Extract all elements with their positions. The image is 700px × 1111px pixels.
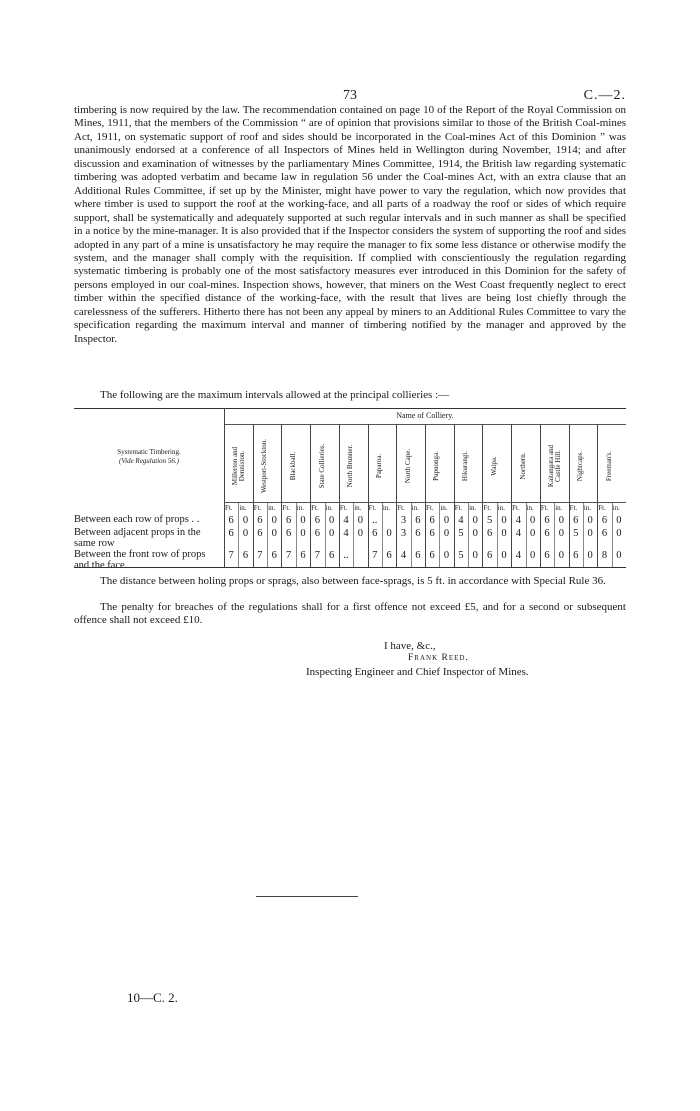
table-cell-feet: 6 <box>601 528 608 539</box>
table-cell-feet: 6 <box>314 528 320 539</box>
table-cell-feet: 6 <box>601 515 608 526</box>
table-cell-inches: 0 <box>501 550 507 561</box>
table-cell-inches: 6 <box>415 515 421 526</box>
footer-sheet-mark: 10—C. 2. <box>127 990 178 1005</box>
table-cell-inches: 0 <box>357 515 364 526</box>
paragraph-intervals-intro: The following are the maximum intervals allowed at the principal collieries :— <box>100 389 450 401</box>
unit-inches: in. <box>469 504 477 512</box>
table-cell-feet: 6 <box>285 528 292 539</box>
table-cell-inches: 6 <box>271 550 277 561</box>
table-cell-inches: 0 <box>472 528 478 539</box>
table-cell-feet: 6 <box>228 515 234 526</box>
table-cell-inches: 0 <box>300 528 306 539</box>
unit-feet: Ft. <box>512 504 520 512</box>
column-header: Pupuonga. <box>432 451 441 481</box>
column-header: State Collieries. <box>317 443 326 489</box>
table-cell-feet: 6 <box>544 528 550 539</box>
column-divider <box>368 424 369 567</box>
table-stub-heading <box>74 448 224 466</box>
stub-title: Systematic Timbering. <box>117 448 181 456</box>
separator-rule <box>256 896 358 897</box>
table-cell-inches: 0 <box>386 528 392 539</box>
column-header: Hikurangi. <box>461 450 470 482</box>
table-cell-inches: 0 <box>443 528 450 539</box>
column-header: North Cape. <box>403 448 412 484</box>
unit-feet: Ft. <box>540 504 549 512</box>
table-cell-inches: 0 <box>329 515 335 526</box>
table-cell-feet: 5 <box>573 528 579 539</box>
unit-inches: in. <box>497 504 505 512</box>
table-cell-inches: 0 <box>530 515 536 526</box>
unit-feet: Ft. <box>397 504 405 512</box>
table-bottom-rule <box>74 567 626 568</box>
unit-inches: in. <box>382 504 391 512</box>
table-cell-inches: 6 <box>242 550 249 561</box>
table-cell-inches: 0 <box>587 515 593 526</box>
column-divider <box>482 424 483 567</box>
table-cell-feet: 4 <box>515 550 521 561</box>
column-divider <box>511 424 512 567</box>
unit-inches: in. <box>526 504 534 512</box>
table-cell-inches: 0 <box>501 528 507 539</box>
column-header: Freeman's. <box>604 450 613 482</box>
table-cell-inches: 0 <box>300 515 306 526</box>
document-reference: C.—2. <box>583 88 626 103</box>
column-header: Westport-Stockton. <box>260 438 269 494</box>
table-cell-feet: 6 <box>429 550 435 561</box>
paragraph-timbering-law: timbering is now required by the law. The recommendation contained on page 10 of the Report of the Royal Commission on Mines, 1911, that the members of the Commission “ are of opinion that provisions similar to those of the British Coal-mines Act, 1911, on systematic support of roof and sides should be incorporated in the Coal-mines Act of this Dominion ” was unanimously endorsed at a conference of all Inspectors of Mines held in Wellington during November, 1914; and after discussion and examination of witnesses by the parliamentary Mines Committee, 1914, the British law regarding systematic timbering was adopted verbatim and became law in regulation 56 under the Coal-mines Act, with an extra clause that an Additional Rules Committee, if set up by the Minister, might have power to vary the regulation, which now provides that where timber is used to support the roof at the working-face, and all parts of a roadway the roof or sides of which require support, shall be systematically and adequately supported at such regular intervals and in such manner as shall be specified in a notice by the mine-manager. It is also provided that if the Inspector considers the system of supporting the roof and sides adopted in any part of a mine is unsatisfactory he may require the manager to fix some less distance or otherwise modify the system, and the manager shall comply with the requisition. If complied with conscientiously the regulation regarding systematic timbering is probably one of the most satisfactory measures ever introduced in this Dominion for the safety of persons employed in our coal-mines. Inspection shows, however, that miners on the West Coast frequently neglect to erect timber within the specified distance of the working-face, with the result that lives are being lost chiefly through the carelessness of the sufferers. Hitherto there has not been any appeal by miners to an Additional Rules Committee to vary the specification regarding the maximum interval and manner of timbering notified by the manager and approved by the Inspector. <box>74 104 626 345</box>
unit-inches: in. <box>296 504 304 512</box>
table-cell-feet: 7 <box>257 550 263 561</box>
table-row-label: Between the front row of props and the face <box>74 549 206 571</box>
table-cell-feet: 6 <box>573 550 579 561</box>
table-cell-feet: 8 <box>601 550 608 561</box>
column-divider <box>425 424 426 567</box>
unit-inches: in. <box>440 504 448 512</box>
paragraph-penalty: The penalty for breaches of the regulations shall for a first offence not exceed £5, and for a second or subsequent offence shall not exceed £10. <box>74 601 626 627</box>
table-cell-inches: 0 <box>616 528 622 539</box>
table-cell-feet: 6 <box>544 515 550 526</box>
table-group-title: Name of Colliery. <box>396 411 454 420</box>
signature-closing: I have, &c., <box>384 640 436 652</box>
unit-feet: Ft. <box>483 504 492 512</box>
table-cell-inches: 0 <box>530 550 536 561</box>
table-cell-inches: 0 <box>616 515 622 526</box>
table-cell-inches: 0 <box>472 550 478 561</box>
header-underline <box>224 502 626 503</box>
column-divider <box>281 424 282 567</box>
signature-name: Frank Reed. <box>408 653 469 663</box>
table-cell-feet: 4 <box>400 550 407 561</box>
stub-subtitle: (Vide Regulation 56.) <box>119 457 179 465</box>
table-cell-feet: 6 <box>486 528 493 539</box>
column-header: Nightcaps. <box>575 450 584 482</box>
unit-feet: Ft. <box>282 504 291 512</box>
column-divider <box>253 424 254 567</box>
table-cell-feet: 6 <box>486 550 493 561</box>
table-cell-inches: 6 <box>415 550 421 561</box>
table-cell-feet: 6 <box>429 528 435 539</box>
column-header: Waipa. <box>489 456 498 476</box>
table-cell-inches: 0 <box>271 528 277 539</box>
table-cell-inches: 0 <box>443 515 450 526</box>
table-cell-feet: 7 <box>314 550 320 561</box>
table-cell-inches: 0 <box>530 528 536 539</box>
unit-inches: in. <box>239 504 247 512</box>
table-cell-feet: 6 <box>228 528 234 539</box>
column-header: North Brunner. <box>346 444 355 488</box>
column-divider <box>310 424 311 567</box>
table-row-label: Between each row of props . . <box>74 514 200 525</box>
unit-inches: in. <box>411 504 419 512</box>
stub-divider <box>224 408 225 568</box>
unit-inches: in. <box>583 504 592 512</box>
unit-inches: in. <box>325 504 333 512</box>
unit-inches: in. <box>612 504 620 512</box>
table-cell-feet: 5 <box>458 528 464 539</box>
table-cell-feet: 4 <box>343 528 349 539</box>
table-cell-inches: 0 <box>271 515 277 526</box>
table-cell-inches: 0 <box>357 528 364 539</box>
table-cell-inches: 6 <box>329 550 335 561</box>
table-cell-inches: 0 <box>501 515 507 526</box>
table-cell-inches: 0 <box>472 515 478 526</box>
table-cell-inches: 0 <box>558 528 565 539</box>
unit-feet: Ft. <box>311 504 319 512</box>
column-header: Kaitangata and Castle Hill. <box>547 444 563 488</box>
unit-feet: Ft. <box>598 504 606 512</box>
column-divider <box>339 424 340 567</box>
table-cell-feet: 4 <box>343 515 349 526</box>
table-cell-feet: 3 <box>400 515 407 526</box>
table-cell-inches: 6 <box>300 550 306 561</box>
page-number: 73 <box>343 88 357 103</box>
column-header: Millerton and Denniston. <box>231 446 247 486</box>
unit-feet: Ft. <box>368 504 377 512</box>
table-cell-feet: 6 <box>573 515 579 526</box>
table-cell-feet: 7 <box>372 550 378 561</box>
table-cell-inches: 0 <box>558 550 565 561</box>
colliery-intervals-table <box>74 408 626 571</box>
column-header: Blackball. <box>288 451 297 481</box>
table-cell-inches: 0 <box>329 528 335 539</box>
table-cell-inches: 0 <box>242 528 249 539</box>
unit-inches: in. <box>268 504 276 512</box>
table-cell-feet: 6 <box>314 515 320 526</box>
table-cell-inches: 0 <box>587 550 593 561</box>
table-cell-feet: 6 <box>285 515 292 526</box>
column-header: Paparoa. <box>374 453 383 479</box>
table-cell-feet: 6 <box>429 515 435 526</box>
unit-feet: Ft. <box>569 504 578 512</box>
column-divider <box>454 424 455 567</box>
table-cell-feet: 6 <box>544 550 550 561</box>
table-cell-feet: 6 <box>372 528 378 539</box>
column-divider <box>569 424 570 567</box>
column-divider <box>396 424 397 567</box>
column-header: Northern. <box>518 452 527 480</box>
table-cell-inches: 0 <box>558 515 565 526</box>
table-top-rule <box>74 408 626 409</box>
table-cell-feet: 4 <box>458 515 464 526</box>
unit-inches: in. <box>555 504 563 512</box>
table-cell-inches: 0 <box>587 528 593 539</box>
table-cell-inches: 6 <box>386 550 392 561</box>
table-cell-inches: 0 <box>443 550 450 561</box>
unit-feet: Ft. <box>253 504 262 512</box>
column-divider <box>540 424 541 567</box>
table-cell-inches: 6 <box>415 528 421 539</box>
table-cell-inches: 0 <box>242 515 249 526</box>
unit-feet: Ft. <box>426 504 434 512</box>
table-cell-feet: 6 <box>257 528 263 539</box>
table-cell-feet: .. <box>343 550 349 561</box>
table-cell-feet: 4 <box>515 528 521 539</box>
table-cell-feet: 4 <box>515 515 521 526</box>
table-cell-feet: 5 <box>458 550 464 561</box>
table-cell-feet: 6 <box>257 515 263 526</box>
signature-title: Inspecting Engineer and Chief Inspector of Mines. <box>306 666 529 678</box>
unit-feet: Ft. <box>225 504 233 512</box>
table-row-label: Between adjacent props in the same row <box>74 527 201 549</box>
table-cell-inches: 0 <box>616 550 622 561</box>
table-cell-feet: 7 <box>228 550 234 561</box>
unit-feet: Ft. <box>454 504 463 512</box>
unit-feet: Ft. <box>339 504 348 512</box>
paragraph-holing-props: The distance between holing props or sprags, also between face-sprags, is 5 ft. in accordance with Special Rule 36. <box>100 575 606 587</box>
unit-inches: in. <box>354 504 362 512</box>
table-cell-feet: 5 <box>486 515 493 526</box>
column-divider <box>597 424 598 567</box>
table-cell-feet: 7 <box>285 550 292 561</box>
table-cell-feet: .. <box>372 515 378 526</box>
table-cell-feet: 3 <box>400 528 407 539</box>
